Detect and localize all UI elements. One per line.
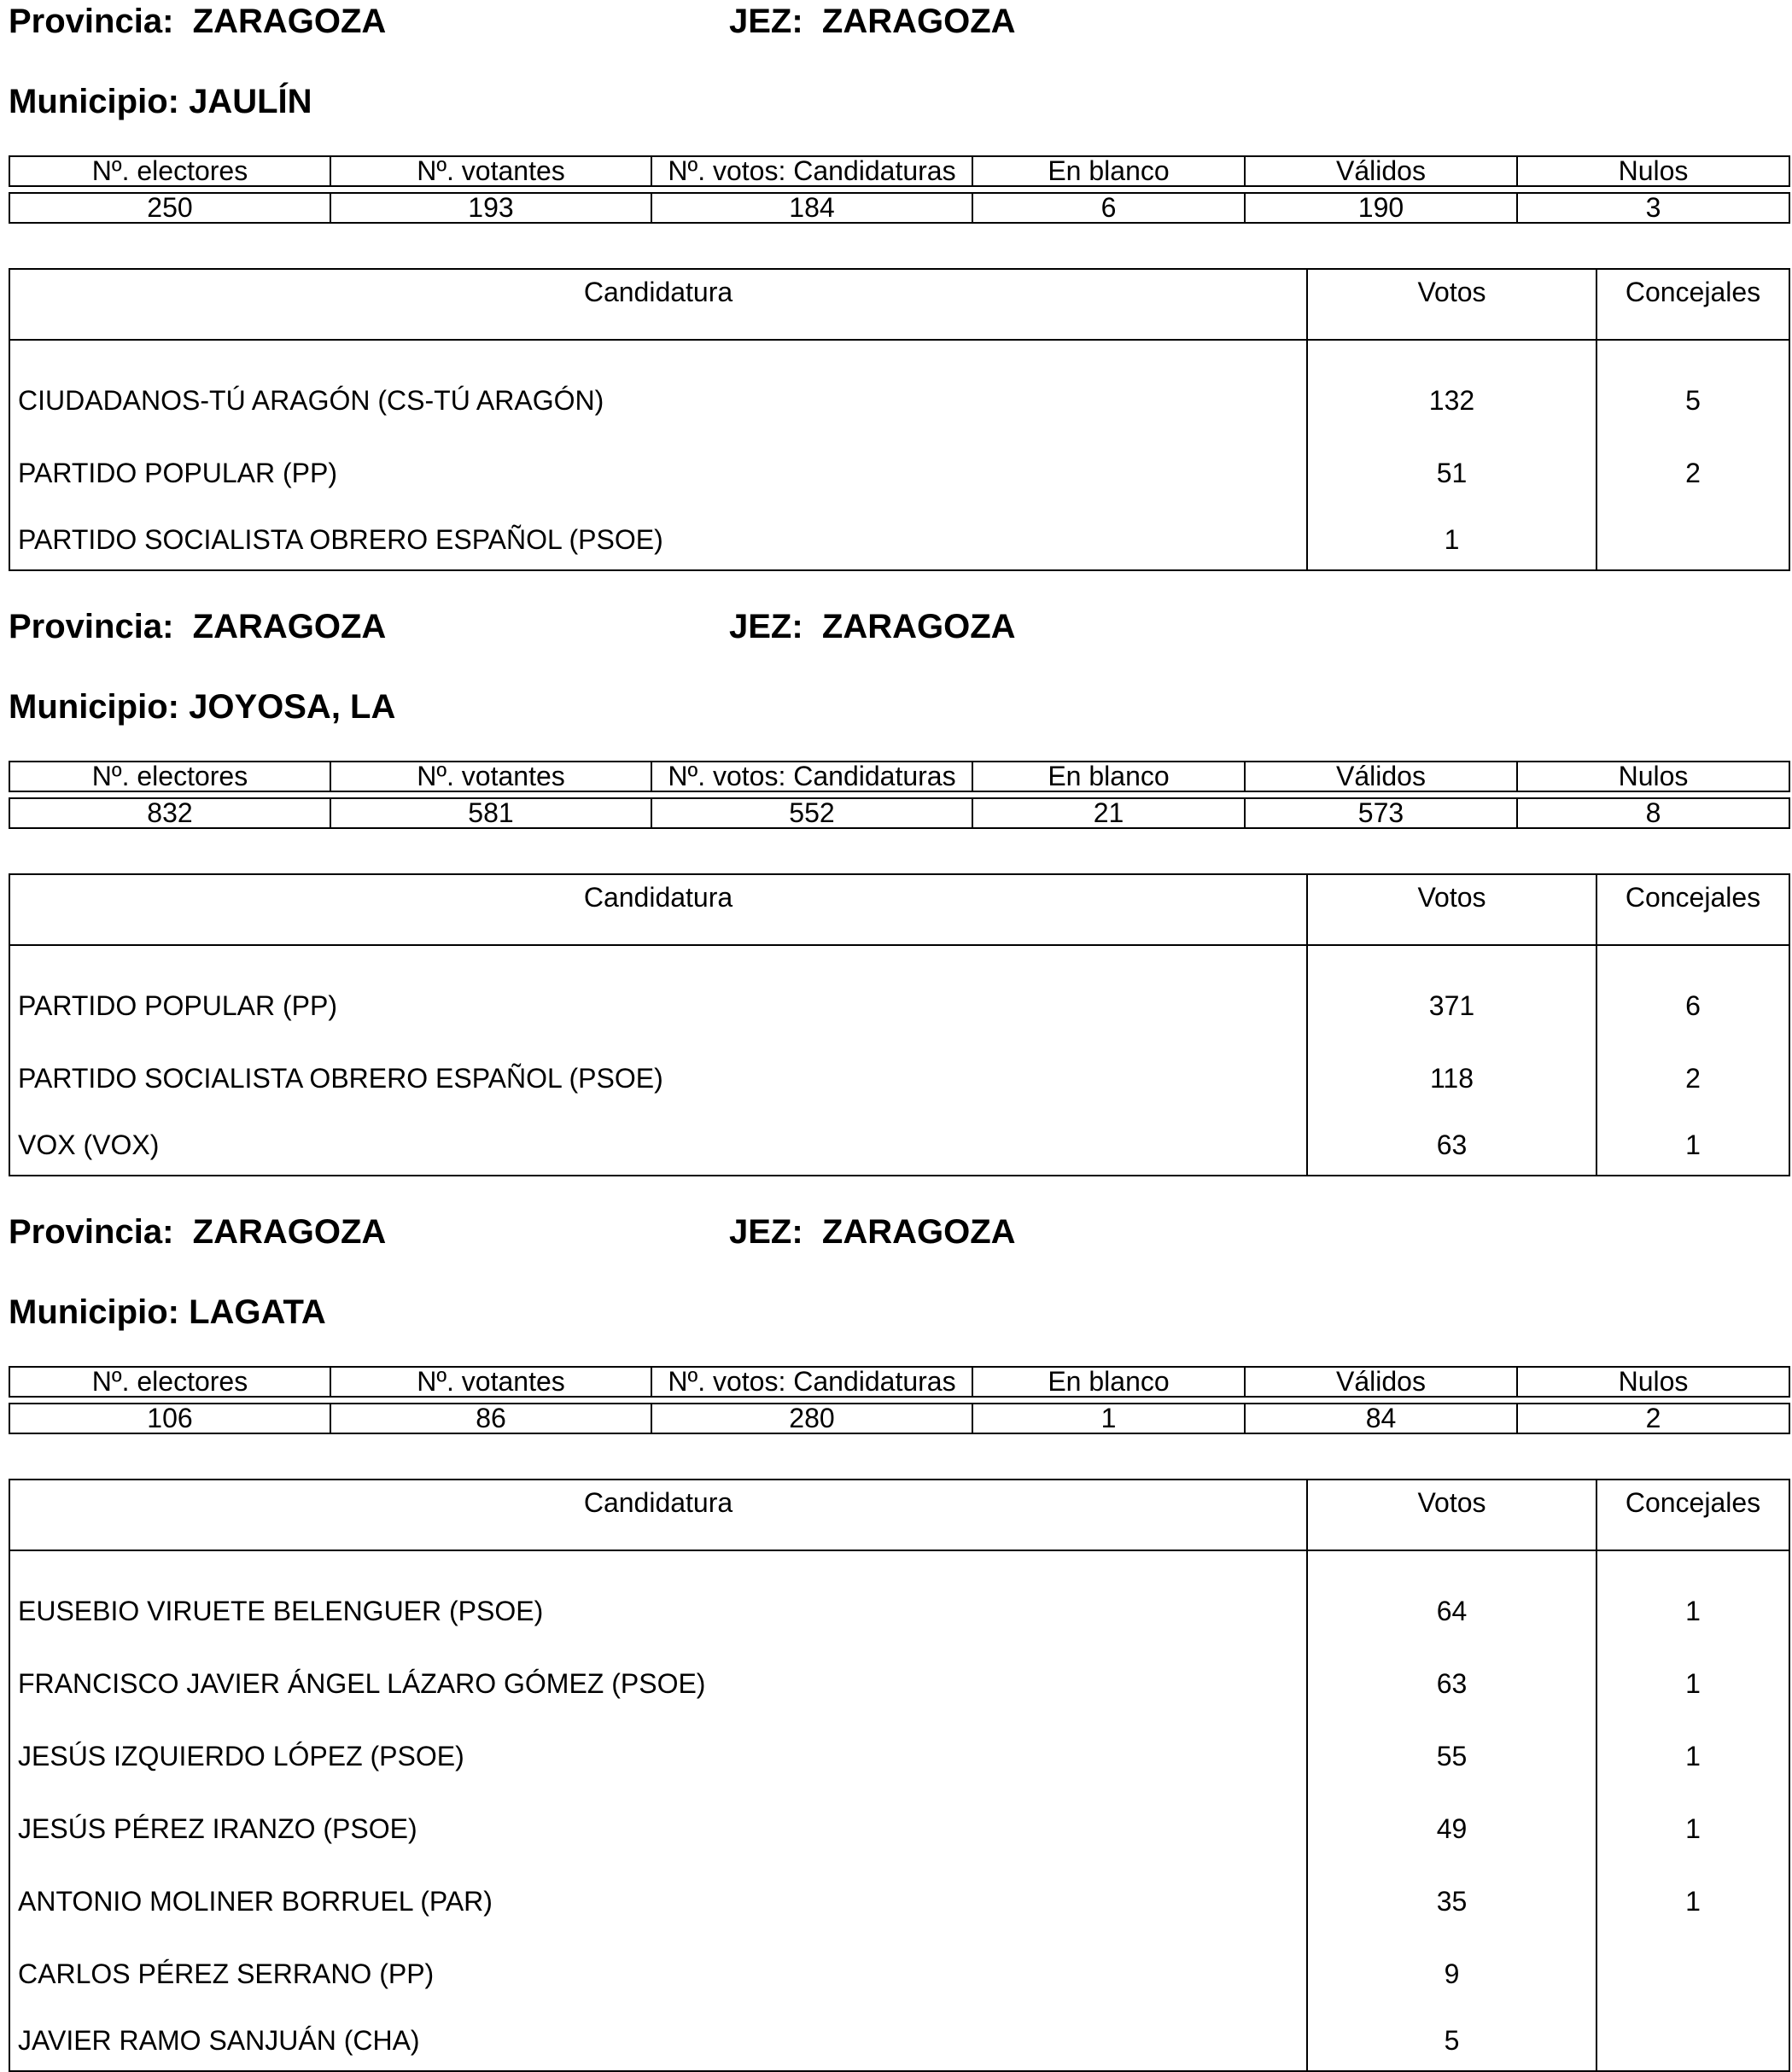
candidate-name: JESÚS PÉREZ IRANZO (PSOE) [9, 1793, 1307, 1865]
candidate-name: PARTIDO SOCIALISTA OBRERO ESPAÑOL (PSOE) [9, 510, 1307, 571]
candidatura-header: Candidatura [9, 1480, 1307, 1550]
candidate-row [9, 510, 1789, 571]
candidate-concejales: 1 [1596, 1575, 1789, 1648]
municipio-value: JAULÍN [189, 83, 312, 120]
jez-label: JEZ: [729, 3, 803, 40]
candidate-row [9, 1115, 1789, 1176]
stats-value-cell: 2 [1517, 1404, 1789, 1433]
candidate-concejales [1596, 1938, 1789, 2011]
candidates-header-row [9, 874, 1789, 945]
candidate-concejales: 1 [1596, 1720, 1789, 1793]
stats-header-cell: En blanco [972, 156, 1245, 186]
candidate-name: CIUDADANOS-TÚ ARAGÓN (CS-TÚ ARAGÓN) [9, 365, 1307, 437]
candidate-row [9, 1042, 1789, 1115]
jez-value: ZARAGOZA [821, 1213, 1016, 1251]
jez-value: ZARAGOZA [821, 608, 1016, 645]
stats-values-row [9, 798, 1789, 828]
stats-value-cell: 184 [651, 193, 972, 223]
stats-header-cell: Nº. votos: Candidaturas [651, 762, 972, 791]
candidate-name: PARTIDO POPULAR (PP) [9, 437, 1307, 510]
stats-value-cell: 84 [1245, 1404, 1517, 1433]
candidatura-header: Candidatura [9, 874, 1307, 945]
stats-values-row [9, 193, 1789, 223]
votos-header: Votos [1307, 269, 1596, 340]
stats-value-cell: 280 [651, 1404, 972, 1433]
stats-header-cell: Válidos [1245, 762, 1517, 791]
candidate-votos: 63 [1307, 1115, 1596, 1176]
stats-header-cell: Nulos [1517, 156, 1789, 186]
candidate-name: PARTIDO SOCIALISTA OBRERO ESPAÑOL (PSOE) [9, 1042, 1307, 1115]
stats-value-cell: 250 [9, 193, 330, 223]
candidate-row [9, 1938, 1789, 2011]
stats-value-cell: 106 [9, 1404, 330, 1433]
candidate-concejales: 6 [1596, 970, 1789, 1042]
provincia-value: ZARAGOZA [192, 1213, 387, 1251]
candidate-votos: 371 [1307, 970, 1596, 1042]
candidates-header-row [9, 1480, 1789, 1550]
stats-header-cell: Nº. electores [9, 1367, 330, 1397]
candidate-concejales: 2 [1596, 437, 1789, 510]
jez-heading [729, 0, 1016, 43]
candidates-table [9, 1479, 1790, 2072]
candidate-row [9, 365, 1789, 437]
stats-header-row [9, 1367, 1789, 1397]
municipio-heading [9, 1291, 326, 1334]
candidate-votos: 118 [1307, 1042, 1596, 1115]
candidate-row [9, 2011, 1789, 2072]
candidate-name: VOX (VOX) [9, 1115, 1307, 1176]
candidates-table [9, 873, 1790, 1176]
candidate-votos: 49 [1307, 1793, 1596, 1865]
candidate-row [9, 1865, 1789, 1938]
candidate-name: CARLOS PÉREZ SERRANO (PP) [9, 1938, 1307, 2011]
stats-header-cell: En blanco [972, 762, 1245, 791]
municipio-value: LAGATA [189, 1293, 326, 1331]
candidatura-header: Candidatura [9, 269, 1307, 340]
candidate-name: ANTONIO MOLINER BORRUEL (PAR) [9, 1865, 1307, 1938]
candidate-votos: 63 [1307, 1648, 1596, 1720]
jez-label: JEZ: [729, 1213, 803, 1251]
candidate-row [9, 437, 1789, 510]
stats-header-cell: Válidos [1245, 1367, 1517, 1397]
municipio-value: JOYOSA, LA [189, 688, 396, 726]
provincia-value: ZARAGOZA [192, 608, 387, 645]
stats-table [9, 155, 1790, 224]
municipio-label: Municipio: [9, 688, 179, 726]
stats-table [9, 761, 1790, 829]
candidate-concejales: 1 [1596, 1115, 1789, 1176]
candidates-table [9, 268, 1790, 571]
provincia-label: Provincia: [9, 1213, 174, 1251]
stats-value-cell: 552 [651, 798, 972, 828]
candidate-name: FRANCISCO JAVIER ÁNGEL LÁZARO GÓMEZ (PSOE) [9, 1648, 1307, 1720]
stats-header-cell: Nº. votos: Candidaturas [651, 156, 972, 186]
stats-header-row [9, 156, 1789, 186]
candidate-concejales: 1 [1596, 1865, 1789, 1938]
candidate-name: JAVIER RAMO SANJUÁN (CHA) [9, 2011, 1307, 2072]
stats-value-cell: 190 [1245, 193, 1517, 223]
provincia-heading [9, 605, 386, 648]
provincia-heading [9, 1211, 386, 1253]
provincia-label: Provincia: [9, 608, 174, 645]
candidate-row [9, 1793, 1789, 1865]
candidate-row [9, 970, 1789, 1042]
concejales-header: Concejales [1596, 1480, 1789, 1550]
stats-value-cell: 6 [972, 193, 1245, 223]
stats-header-cell: Nulos [1517, 762, 1789, 791]
stats-header-cell: Válidos [1245, 156, 1517, 186]
candidate-concejales: 1 [1596, 1648, 1789, 1720]
jez-heading [729, 605, 1016, 648]
concejales-header: Concejales [1596, 269, 1789, 340]
municipio-heading [9, 686, 395, 728]
stats-value-cell: 573 [1245, 798, 1517, 828]
stats-value-cell: 8 [1517, 798, 1789, 828]
candidate-votos: 64 [1307, 1575, 1596, 1648]
stats-header-row [9, 762, 1789, 791]
candidate-votos: 5 [1307, 2011, 1596, 2072]
provincia-value: ZARAGOZA [192, 3, 387, 40]
jez-value: ZARAGOZA [821, 3, 1016, 40]
stats-header-cell: Nº. electores [9, 762, 330, 791]
candidate-name: EUSEBIO VIRUETE BELENGUER (PSOE) [9, 1575, 1307, 1648]
stats-header-cell: Nº. votantes [330, 1367, 651, 1397]
candidate-row [9, 1648, 1789, 1720]
candidate-votos: 9 [1307, 1938, 1596, 2011]
candidate-votos: 35 [1307, 1865, 1596, 1938]
provincia-heading [9, 0, 386, 43]
candidate-votos: 1 [1307, 510, 1596, 571]
municipio-label: Municipio: [9, 1293, 179, 1331]
jez-heading [729, 1211, 1016, 1253]
candidate-concejales [1596, 2011, 1789, 2072]
stats-header-cell: Nº. votantes [330, 156, 651, 186]
stats-value-cell: 581 [330, 798, 651, 828]
candidate-concejales: 1 [1596, 1793, 1789, 1865]
stats-header-cell: Nulos [1517, 1367, 1789, 1397]
provincia-label: Provincia: [9, 3, 174, 40]
candidate-row [9, 1720, 1789, 1793]
stats-values-row [9, 1404, 1789, 1433]
candidate-concejales: 5 [1596, 365, 1789, 437]
candidate-concejales: 2 [1596, 1042, 1789, 1115]
stats-header-cell: Nº. electores [9, 156, 330, 186]
stats-value-cell: 1 [972, 1404, 1245, 1433]
candidate-name: JESÚS IZQUIERDO LÓPEZ (PSOE) [9, 1720, 1307, 1793]
concejales-header: Concejales [1596, 874, 1789, 945]
stats-table [9, 1366, 1790, 1434]
stats-value-cell: 86 [330, 1404, 651, 1433]
candidate-name: PARTIDO POPULAR (PP) [9, 970, 1307, 1042]
candidate-row [9, 1575, 1789, 1648]
candidates-header-row [9, 269, 1789, 340]
votos-header: Votos [1307, 1480, 1596, 1550]
stats-header-cell: En blanco [972, 1367, 1245, 1397]
municipio-label: Municipio: [9, 83, 179, 120]
stats-value-cell: 21 [972, 798, 1245, 828]
stats-value-cell: 3 [1517, 193, 1789, 223]
candidate-votos: 51 [1307, 437, 1596, 510]
stats-value-cell: 193 [330, 193, 651, 223]
stats-header-cell: Nº. votos: Candidaturas [651, 1367, 972, 1397]
stats-header-cell: Nº. votantes [330, 762, 651, 791]
candidate-concejales [1596, 510, 1789, 571]
jez-label: JEZ: [729, 608, 803, 645]
municipio-heading [9, 80, 312, 123]
votos-header: Votos [1307, 874, 1596, 945]
stats-value-cell: 832 [9, 798, 330, 828]
candidate-votos: 55 [1307, 1720, 1596, 1793]
candidate-votos: 132 [1307, 365, 1596, 437]
